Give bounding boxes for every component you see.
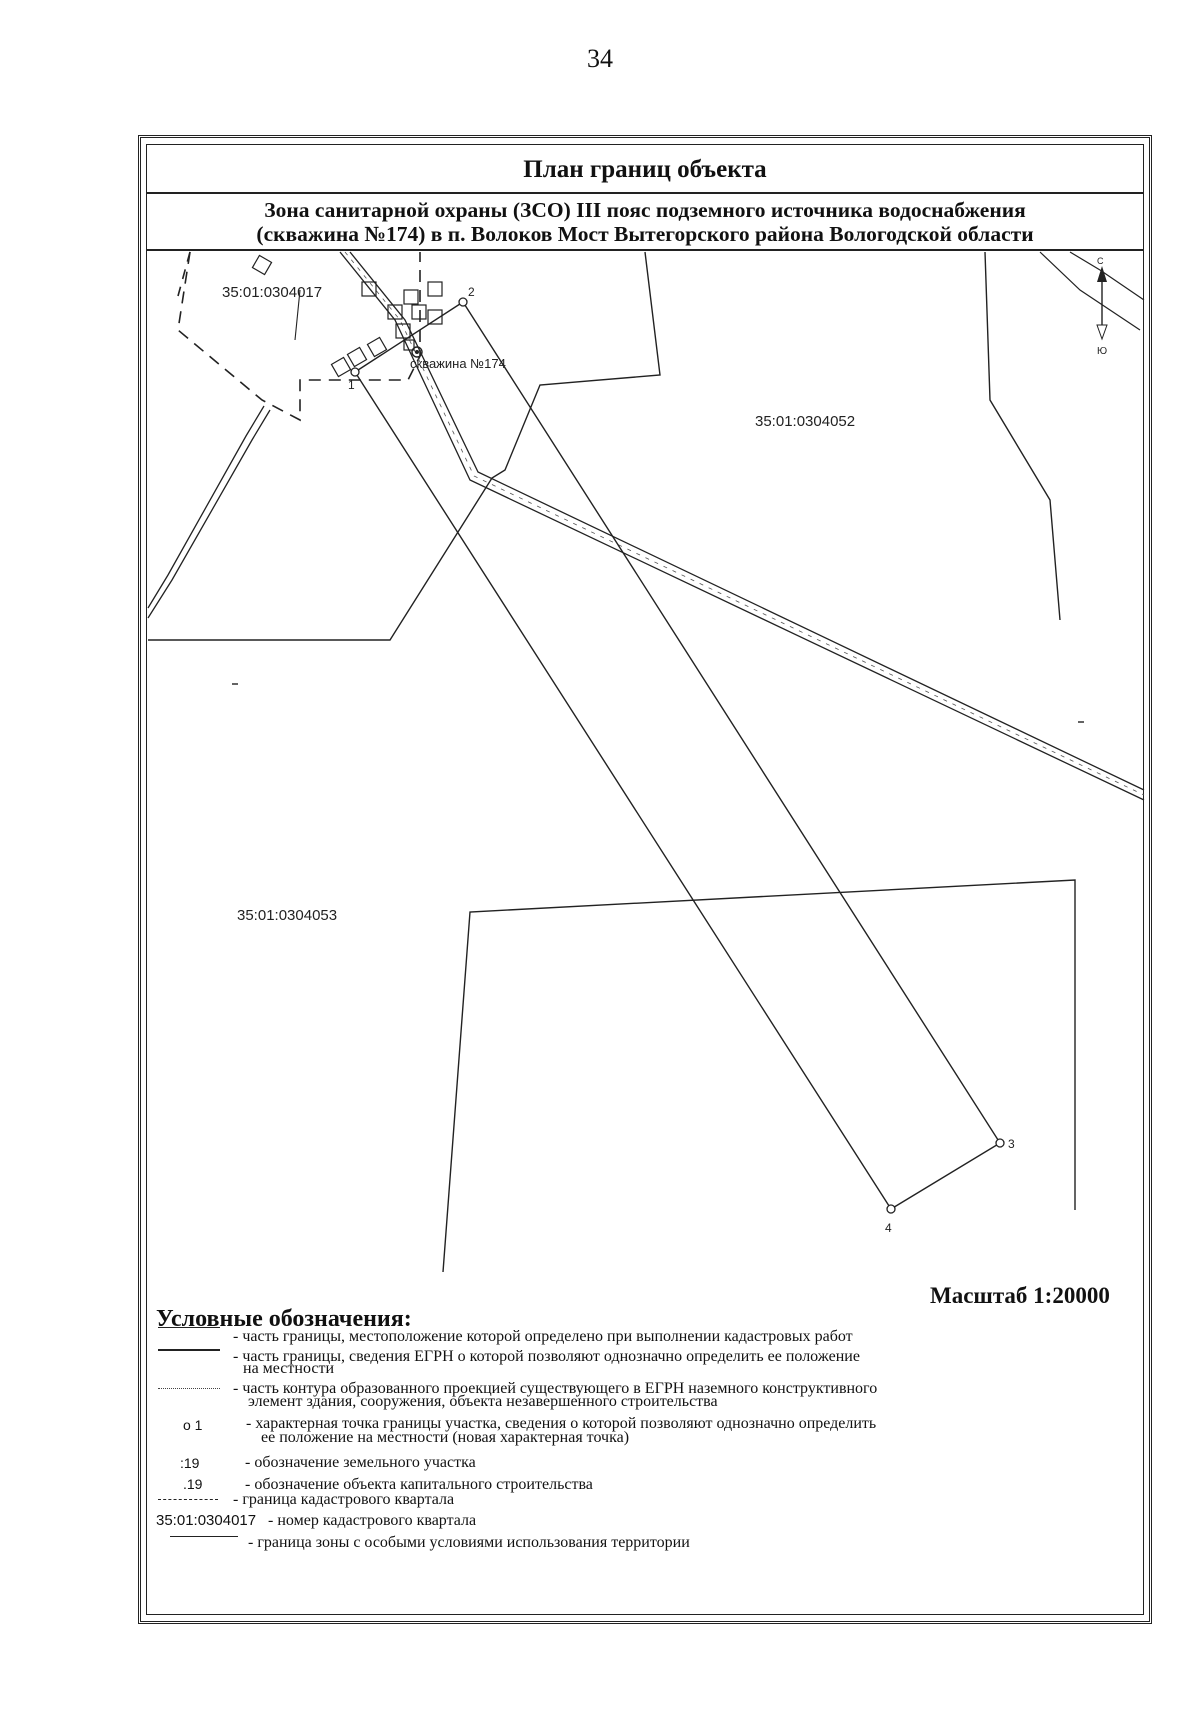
legend-text-7: - граница кадастрового квартала (233, 1491, 455, 1508)
quarter-boundary-17b (178, 252, 190, 296)
quarter-label-17: 35:01:0304017 (222, 284, 323, 301)
west-road (148, 410, 270, 618)
main-road-2 (350, 252, 1144, 790)
legend-text-1: - часть границы, местоположение которой определено при выполнении кадастровых работ (233, 1328, 853, 1345)
point-label-2: 2 (468, 285, 475, 299)
legend-text-2: - часть границы, сведения ЕГРН о которой позволяют однозначно определить ее положение (233, 1348, 860, 1365)
quarter-label-53: 35:01:0304053 (237, 907, 338, 924)
legend-text-5: - обозначение земельного участка (245, 1454, 476, 1471)
north-label: С (1097, 256, 1104, 266)
quarter-label-52: 35:01:0304052 (755, 413, 856, 430)
point-label-3: 3 (1008, 1137, 1015, 1151)
legend-title: Условные обозначения: (156, 1306, 412, 1332)
quarter-boundary-52-53 (148, 252, 660, 640)
point-label-4: 4 (885, 1221, 892, 1235)
boundary-point-4 (887, 1205, 895, 1213)
legend-text-2b: на местности (243, 1360, 334, 1377)
legend-symbol-zone-line (170, 1536, 238, 1537)
legend-symbol-dashed-line (158, 1499, 218, 1500)
point-label-1: 1 (348, 378, 355, 392)
well-label: скважина №174 (410, 356, 506, 371)
subtitle-line-1: Зона санитарной охраны (ЗСО) III пояс подземного источника водоснабжения (264, 198, 1026, 222)
plan-title: План границ объекта (523, 156, 767, 183)
main-road (340, 252, 1144, 800)
boundary-point-3 (996, 1139, 1004, 1147)
quarter-boundary-east (985, 252, 1060, 620)
legend-symbol-point: o 1 (183, 1417, 203, 1433)
boundary-point-2 (459, 298, 467, 306)
river-line-2 (1070, 252, 1144, 300)
main-road-center (345, 252, 1144, 795)
map-scale: Масштаб 1:20000 (930, 1283, 1110, 1308)
legend-symbol-solid-line-2 (158, 1349, 220, 1351)
legend-text-3: - часть контура образованного проекцией существующего в ЕГРН наземного конструктивного (233, 1380, 878, 1397)
sanitary-zone-boundary (355, 302, 1000, 1209)
legend-symbol-quarter-number: 35:01:0304017 (156, 1512, 257, 1529)
legend-text-3b: элемент здания, сооружения, объекта незавершенного строительства (248, 1393, 718, 1410)
legend-symbol-solid-line-1 (158, 1327, 220, 1328)
legend-symbol-dotted-line (158, 1388, 220, 1389)
west-road-2 (148, 406, 264, 608)
page-number: 34 (587, 44, 613, 73)
south-label: Ю (1097, 346, 1108, 357)
legend-text-4: - характерная точка границы участка, сведения о которой позволяют однозначно определить (246, 1415, 877, 1432)
subtitle-line-2: (скважина №174) в п. Волоков Мост Вытегорского района Вологодской области (256, 222, 1034, 246)
quarter-boundary-17 (178, 252, 420, 420)
legend-text-6: - обозначение объекта капитального строительства (245, 1476, 593, 1493)
legend-symbol-plot: :19 (180, 1455, 200, 1471)
legend-symbol-building: .19 (183, 1476, 203, 1492)
legend-text-8: - номер кадастрового квартала (268, 1512, 477, 1529)
legend-text-9: - граница зоны с особыми условиями использования территории (248, 1534, 690, 1551)
land-plot-boundary (443, 880, 1075, 1272)
legend-text-4b: ее положение на местности (новая характерная точка) (261, 1429, 630, 1446)
boundary-point-1 (351, 368, 359, 376)
